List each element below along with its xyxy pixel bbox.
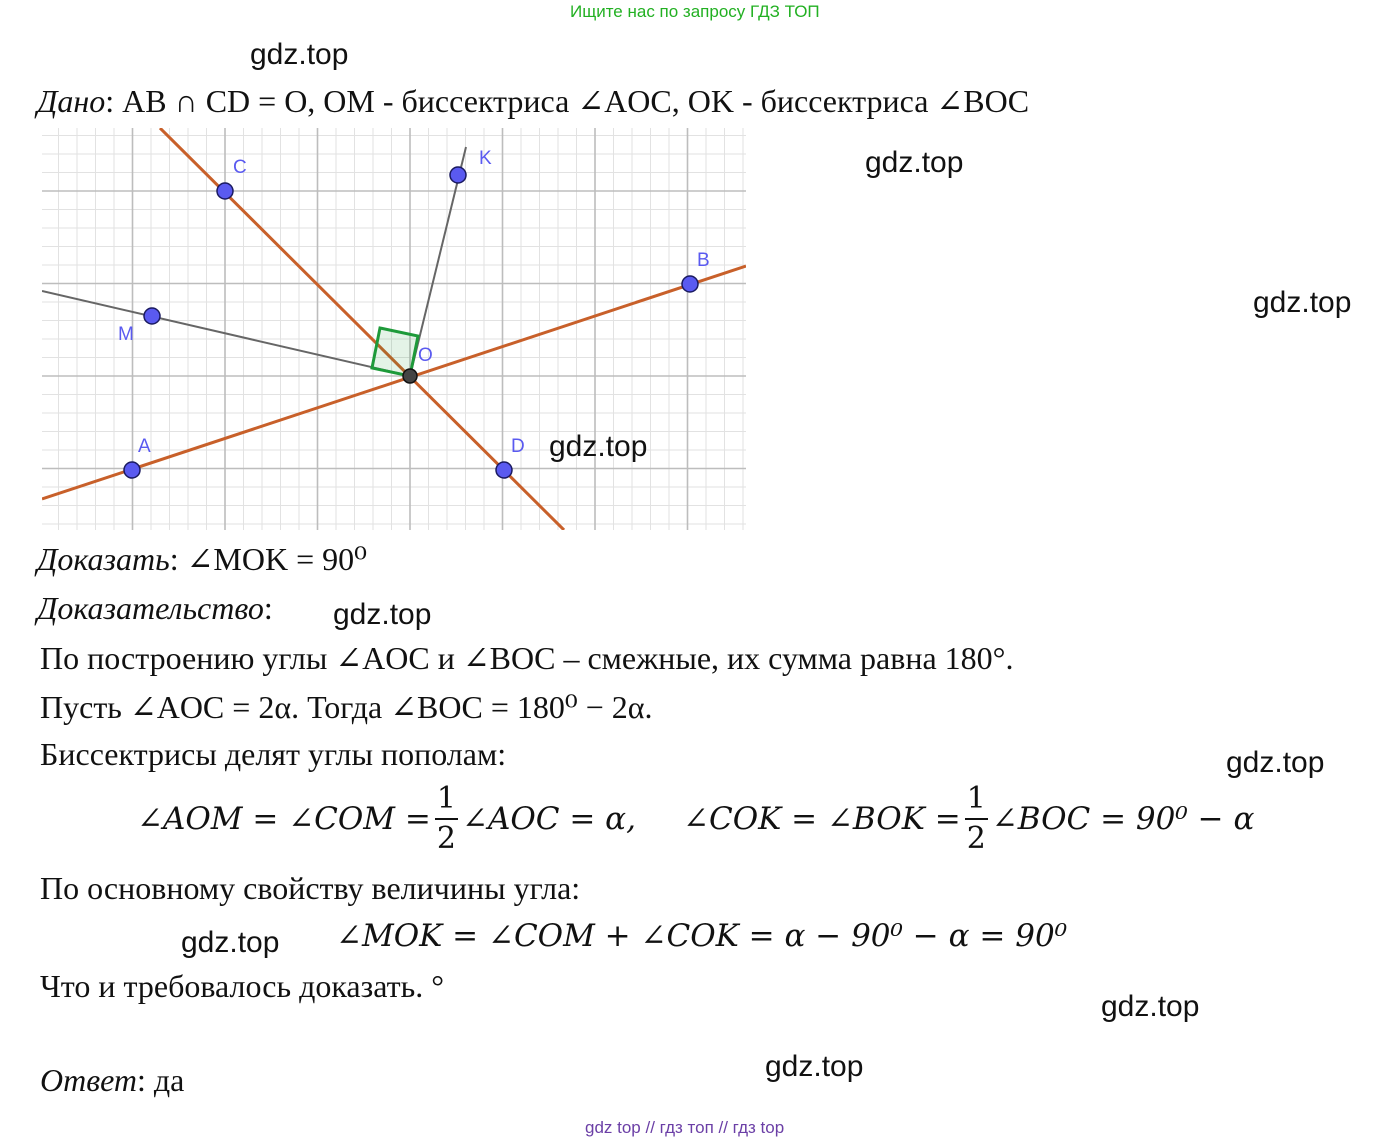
- point-m: [144, 308, 160, 324]
- prove-label: Доказать: [37, 541, 170, 577]
- label-m: M: [118, 324, 134, 345]
- proof-line-5: Что и требовалось доказать. °: [40, 968, 445, 1004]
- fraction-half: [965, 781, 988, 856]
- label-a: A: [138, 436, 151, 457]
- fraction-half: [435, 781, 458, 856]
- watermark: gdz.top: [181, 926, 280, 959]
- watermark: gdz.top: [1101, 990, 1200, 1023]
- proof-line-3: Биссектрисы делят углы пополам:: [40, 736, 507, 772]
- watermark: gdz.top: [1226, 746, 1325, 779]
- fraction-numerator: 1: [435, 784, 458, 820]
- formula-aom-left: ∠AOM = ∠COM =: [137, 801, 431, 837]
- formula-aom-right: ∠AOC = α,: [461, 801, 636, 837]
- proof-line-1: По построению углы ∠AOC и ∠BOC – смежные, их сумма равна 180°.: [40, 640, 1014, 676]
- fraction-denominator: 2: [436, 821, 456, 856]
- given-label: Дано: [37, 83, 106, 119]
- answer-line: [40, 1062, 184, 1099]
- given-line: [37, 82, 1029, 120]
- proof-colon: :: [263, 590, 273, 626]
- formula-cok-left: ∠COK = ∠BOK =: [683, 801, 961, 837]
- formula-aom: [137, 781, 636, 856]
- watermark: gdz.top: [765, 1050, 864, 1083]
- top-banner: Ищите нас по запросу ГДЗ ТОП: [570, 2, 820, 21]
- formula-cok-right: ∠BOC = 90⁰ − α: [991, 801, 1255, 837]
- watermark: gdz.top: [333, 598, 432, 631]
- answer-label: Ответ: [40, 1062, 137, 1098]
- label-k: K: [479, 148, 492, 169]
- formula-mok: [336, 918, 1067, 954]
- prove-text: : ∠MOK = 90⁰: [169, 541, 367, 577]
- proof-line-4: По основному свойству величины угла:: [40, 870, 581, 906]
- watermark: gdz.top: [865, 146, 964, 179]
- point-o: [403, 369, 417, 383]
- proof-label: Доказательство: [37, 590, 264, 626]
- footer-links: gdz top // гдз топ // гдз top: [585, 1118, 785, 1137]
- point-c: [217, 183, 233, 199]
- formula-cok: [683, 781, 1255, 856]
- proof-line-2: Пусть ∠AOC = 2α. Тогда ∠BOC = 180⁰ − 2α.: [40, 689, 653, 725]
- prove-line: [37, 540, 367, 578]
- watermark: gdz.top: [549, 430, 648, 463]
- formula-mok-text: ∠MOK = ∠COM + ∠COK = α − 90⁰ − α = 90⁰: [336, 918, 1068, 954]
- given-text: : AB ∩ CD = O, OM - биссектриса ∠AOC, OK - биссектриса ∠BOC: [105, 83, 1030, 119]
- point-b: [682, 276, 698, 292]
- point-d: [496, 462, 512, 478]
- label-c: C: [233, 157, 247, 178]
- fraction-numerator: 1: [965, 784, 988, 820]
- line-ab: [42, 266, 746, 499]
- point-k: [450, 167, 466, 183]
- watermark: gdz.top: [250, 38, 349, 71]
- label-b: B: [697, 250, 710, 271]
- proof-heading: [37, 590, 273, 627]
- geometry-figure: [42, 128, 746, 530]
- grid-minor: [42, 128, 746, 530]
- fraction-denominator: 2: [966, 821, 986, 856]
- answer-text: : да: [137, 1062, 185, 1098]
- label-d: D: [511, 436, 525, 457]
- watermark: gdz.top: [1253, 286, 1352, 319]
- label-o: O: [418, 345, 433, 366]
- point-a: [124, 462, 140, 478]
- grid-major: [42, 128, 746, 530]
